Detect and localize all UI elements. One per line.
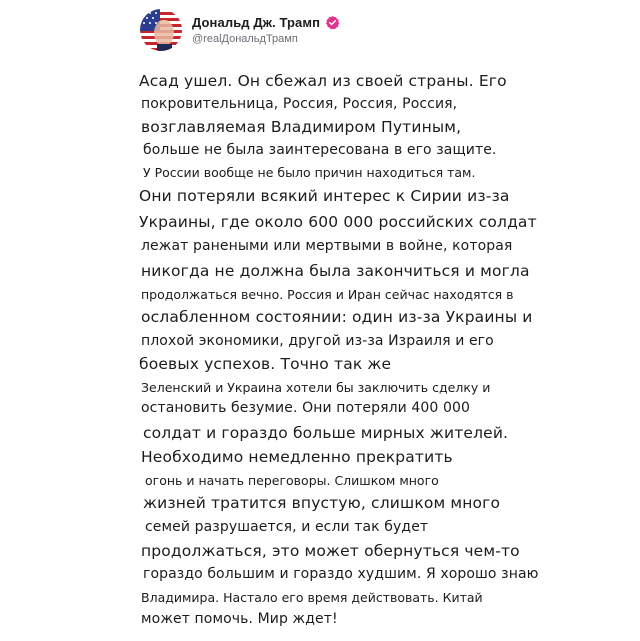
post-line: Владимира. Настало его время действовать. Китай [141, 590, 483, 605]
post-line: продолжаться, это может обернуться чем-то [141, 542, 520, 560]
post-line: жизней тратится впустую, слишком много [143, 494, 501, 512]
author-identity [192, 15, 340, 45]
post-header [140, 7, 340, 53]
post-line: Зеленский и Украина хотели бы заключить сделку и [141, 380, 491, 395]
post-line: может помочь. Мир ждет! [141, 611, 338, 627]
post-line: возглавляемая Владимиром Путиным, [141, 118, 462, 136]
post-line: покровительница, Россия, Россия, Россия, [141, 96, 458, 112]
avatar[interactable] [140, 9, 182, 51]
user-handle[interactable]: @realДональдТрамп [192, 33, 298, 45]
verified-badge-icon [325, 15, 340, 30]
post-line: семей разрушается, и если так будет [145, 519, 429, 535]
post-line: огонь и начать переговоры. Слишком много [145, 473, 439, 488]
post-line: остановить безумие. Они потеряли 400 000 [141, 400, 470, 416]
post-line: У России вообще не было причин находиться там. [143, 165, 476, 180]
post-line: продолжаться вечно. Россия и Иран сейчас находятся в [141, 287, 514, 302]
post-line: гораздо большим и гораздо худшим. Я хорошо знаю [143, 566, 539, 582]
post-line: Асад ушел. Он сбежал из своей страны. Его [139, 72, 507, 90]
post-line: лежат ранеными или мертвыми в войне, которая [141, 238, 513, 254]
post-line: никогда не должна была закончиться и могла [141, 262, 530, 280]
name-row [192, 15, 340, 30]
post-line: больше не была заинтересована в его защите. [143, 142, 497, 158]
post-line: солдат и гораздо больше мирных жителей. [143, 424, 509, 442]
flag-portrait-avatar-icon [140, 9, 182, 51]
post-line: Украины, где около 600 000 российских солдат [139, 213, 537, 231]
post-line: ослабленном состоянии: один из-за Украины и [141, 308, 533, 326]
display-name[interactable]: Дональд Дж. Трамп [192, 15, 321, 30]
post-line: плохой экономики, другой из-за Израиля и его [141, 333, 494, 349]
post-line: Они потеряли всякий интерес к Сирии из-за [139, 187, 510, 205]
post-line: боевых успехов. Точно так же [139, 355, 392, 373]
post-line: Необходимо немедленно прекратить [141, 448, 453, 466]
